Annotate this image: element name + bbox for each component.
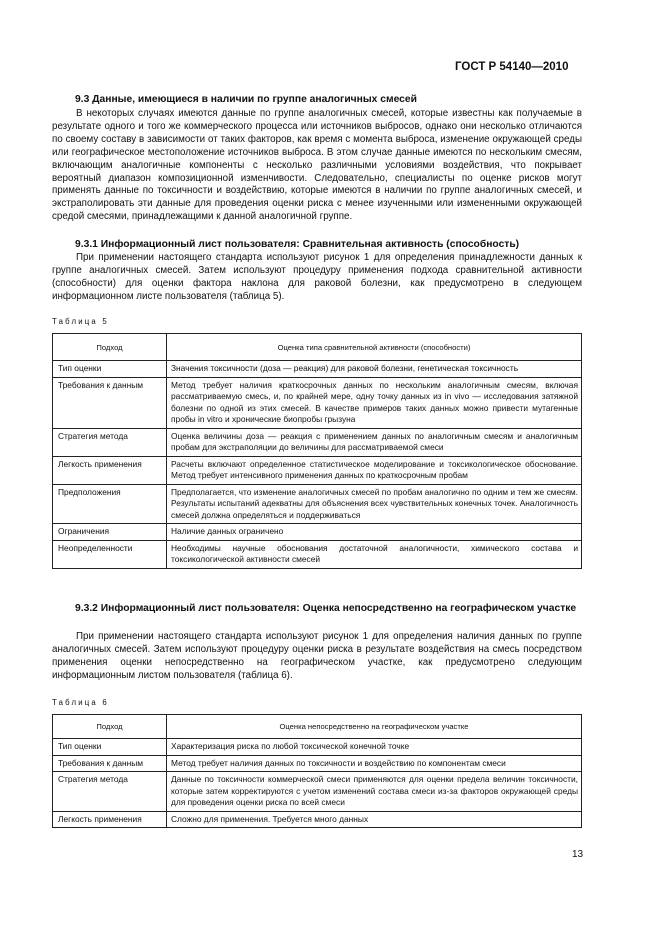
row-label: Предположения	[53, 484, 167, 524]
row-label: Требования к данным	[53, 377, 167, 428]
section-9-3-title: 9.3 Данные, имеющиеся в наличии по группе аналогичных смесей	[75, 94, 417, 105]
row-label: Стратегия метода	[53, 772, 167, 812]
row-value: Данные по токсичности коммерческой смеси применяются для оценки предела величин токсичности, которые затем корректируются с учетом изменений состава смеси из-за факторов окружающей среды для проведения оценки риска по всей смеси	[167, 772, 582, 812]
table-6	[52, 714, 582, 828]
table-row	[53, 739, 582, 756]
section-9-3-2-text	[52, 631, 582, 683]
row-label: Легкость применения	[53, 456, 167, 484]
table-6-header-assessment: Оценка непосредственно на географическом участке	[167, 715, 582, 739]
row-label: Стратегия метода	[53, 428, 167, 456]
table-5-header-approach: Подход	[53, 334, 167, 361]
table-5-caption: Таблица 5	[52, 317, 109, 326]
table-row	[53, 361, 582, 378]
row-label: Ограничения	[53, 524, 167, 541]
document-header: ГОСТ Р 54140—2010	[455, 61, 569, 73]
table-row	[53, 755, 582, 772]
table-row	[53, 428, 582, 456]
table-row	[53, 540, 582, 568]
section-9-3-1-title: 9.3.1 Информационный лист пользователя: Сравнительная активность (способность)	[75, 239, 520, 250]
row-value: Оценка величины доза — реакция с применением данных по аналогичным смесям и аналогичным пробам для экстраполяции до величины для рассматриваемой смеси	[167, 428, 582, 456]
row-label: Легкость применения	[53, 811, 167, 828]
section-9-3-2-body: При применении настоящего стандарта используют рисунок 1 для определения наличия данных по группе аналогичных смесей. Затем используют процедуру оценки риска в результате воздействия на смесь посредством применения оценки непосредственно на географическом участке, как предусмотрено следующим информационным листом пользователя (таблица 6).	[52, 631, 582, 681]
row-label: Требования к данным	[53, 755, 167, 772]
table-6-caption: Таблица 6	[52, 698, 109, 707]
row-value: Расчеты включают определенное статистическое моделирование и токсикологическое обоснование. Метод требует интенсивного применения данных по краткосрочным пробам	[167, 456, 582, 484]
row-value: Наличие данных ограничено	[167, 524, 582, 541]
row-value: Сложно для применения. Требуется много данных	[167, 811, 582, 828]
row-value: Необходимы научные обоснования достаточной аналогичности, химического состава и токсикологической активности смесей	[167, 540, 582, 568]
table-row	[53, 524, 582, 541]
row-label: Неопределенности	[53, 540, 167, 568]
section-9-3-1-body: При применении настоящего стандарта используют рисунок 1 для определения принадлежности данных к группе аналогичных смесей. Затем используют процедуру применения подхода сравнительной активности (способности) для оценки фактора наклона для раковой болезни, как предусмотрено в следующем информационном листе пользователя (таблица 5).	[52, 252, 582, 302]
section-9-3-body: В некоторых случаях имеются данные по группе аналогичных смесей, которые известны как получаемые в результате одного и того же коммерческого процесса или источников выбросов, однако они несколько отличаются по своему составу в зависимости от таких факторов, как время с момента выброса, изменение окружающей среды или географическое местоположение источников выброса. В этом случае данные имеются по нескольким смесям, включающим аналогичные компоненты с несколько различными условиями воздействия, что покрывает вероятный диапазон композиционной изменчивости. Следовательно, специалисты по оценке рисков могут применять данные по токсичности и воздействию, которые имеются в наличии по группе аналогичных смесей, и экстраполировать эти данные для проведения оценки риска с менее изученными или измененными окружающей средой смесями, принадлежащими к данной аналогичной группе.	[52, 108, 582, 223]
row-value: Метод требует наличия данных по токсичности и воздействию по компонентам смеси	[167, 755, 582, 772]
row-label: Тип оценки	[53, 361, 167, 378]
row-value: Характеризация риска по любой токсической конечной точке	[167, 739, 582, 756]
table-row	[53, 772, 582, 812]
section-9-3-2-title: 9.3.2 Информационный лист пользователя: Оценка непосредственно на географическом участке	[75, 603, 577, 614]
table-row	[53, 377, 582, 428]
page-number: 13	[572, 849, 584, 860]
table-row	[53, 484, 582, 524]
table-6-header-approach: Подход	[53, 715, 167, 739]
table-row	[53, 456, 582, 484]
section-9-3-1-text	[52, 252, 582, 304]
section-9-3-text	[52, 108, 582, 224]
row-value: Метод требует наличия краткосрочных данных по нескольким аналогичным смесям, включая рассматриваемую смесь, и, по крайней мере, одну точку данных из in vivo — исследования затяжной болезни по одной из этих смесей. В качестве примеров таких данных можно привести мутагенные пробы in vitro и хронические биопробы грызуна	[167, 377, 582, 428]
row-value: Значения токсичности (доза — реакция) для раковой болезни, генетическая токсичность	[167, 361, 582, 378]
row-label: Тип оценки	[53, 739, 167, 756]
row-value: Предполагается, что изменение аналогичных смесей по пробам аналогично по одним и тем же смесям. Результаты испытаний адекватны для объяснения всех чувствительных конечных точек. Аналогичность смесей должна определяться и поддерживаться	[167, 484, 582, 524]
table-5	[52, 333, 582, 569]
table-row	[53, 811, 582, 828]
table-5-header-assessment: Оценка типа сравнительной активности (способности)	[167, 334, 582, 361]
